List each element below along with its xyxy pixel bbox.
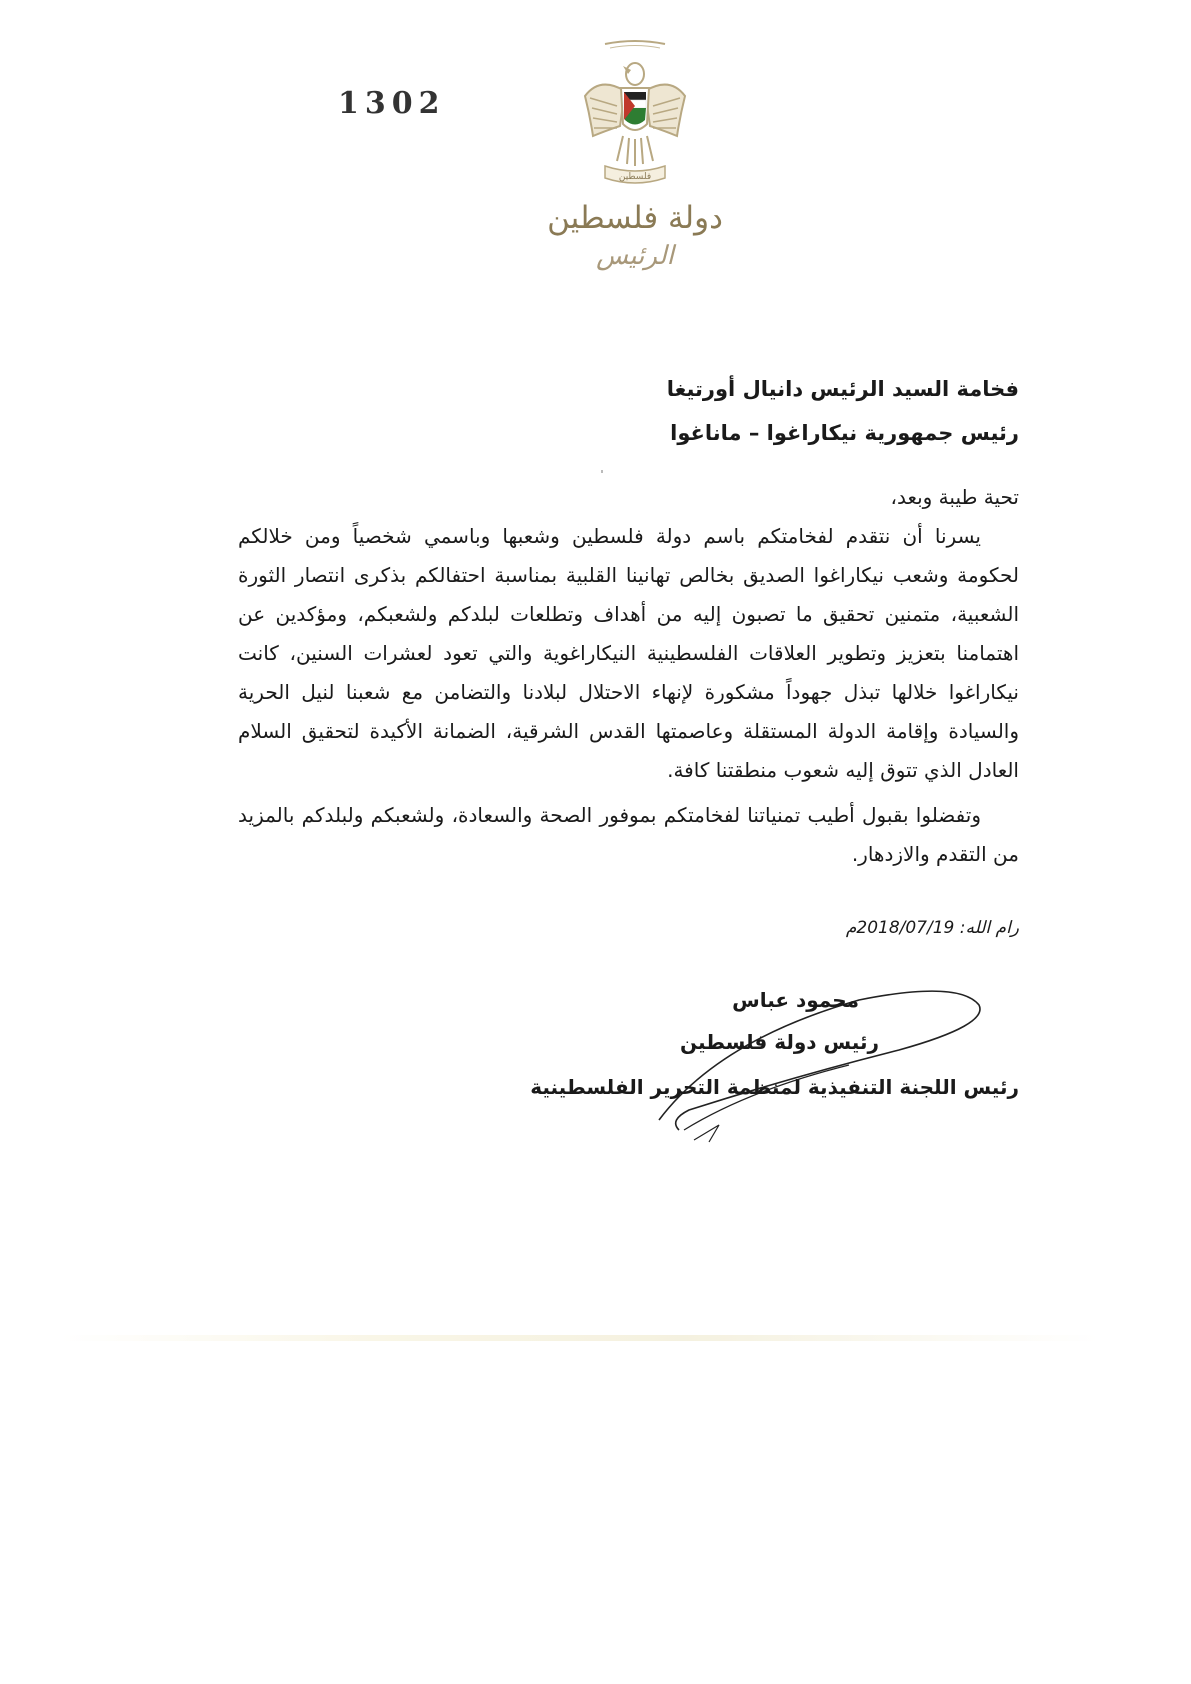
signature-block [530, 980, 1019, 1150]
scan-speck [601, 470, 603, 473]
letter-body [238, 478, 1019, 874]
signatory-title-2: رئيس اللجنة التنفيذية لمنظمة التحرير الفلسطينية [530, 1075, 1019, 1099]
date-line: رام الله: 2018/07/19م [845, 918, 1019, 938]
signatory-title-1: رئيس دولة فلسطين [680, 1030, 879, 1054]
eagle-emblem-icon [565, 36, 705, 196]
addressee-line-2: رئيس جمهورية نيكاراغوا – ماناغوا [670, 421, 1019, 445]
addressee-line-1: فخامة السيد الرئيس دانيال أورتيغا [666, 377, 1019, 401]
addressee-block [667, 367, 1019, 455]
emblem-scroll-text: فلسطين [618, 172, 652, 182]
reference-number: 1302 [338, 86, 446, 121]
paragraph-2: وتفضلوا بقبول أطيب تمنياتنا لفخامتكم بموفور الصحة والسعادة، ولشعبكم ولبلدكم بالمزيد من التقدم والازدهار. [238, 803, 1019, 866]
office-name: الرئيس [596, 241, 674, 271]
scan-artifact [60, 1335, 1100, 1341]
paragraph-1: يسرنا أن نتقدم لفخامتكم باسم دولة فلسطين وشعبها وباسمي شخصياً ومن خلالكم لحكومة وشعب نيكاراغوا الصديق بخالص تهانينا القلبية بمناسبة احتفالكم بذكرى انتصار الثورة الشعبية، متمنين تحقيق ما تصبون إليه من أهداف وتطلعات لبلدكم ولشعبكم، ومؤكدين عن اهتمامنا بتعزيز وتطوير العلاقات الفلسطينية النيكاراغوية والتي تعود لعشرات السنين، كانت نيكاراغوا خلالها تبذل جهوداً مشكورة لإنهاء الاحتلال لبلادنا والتضامن مع شعبنا لنيل الحرية والسيادة وإقامة الدولة المستقلة وعاصمتها القدس الشرقية، الضمانة الأكيدة لتحقيق السلام العادل الذي تتوق إليه شعوب منطقتنا كافة. [238, 524, 1019, 782]
salutation: تحية طيبة وبعد، [890, 485, 1019, 509]
letterhead [545, 36, 725, 276]
state-name: دولة فلسطين [547, 200, 723, 236]
signatory-name: محمود عباس [732, 988, 859, 1012]
